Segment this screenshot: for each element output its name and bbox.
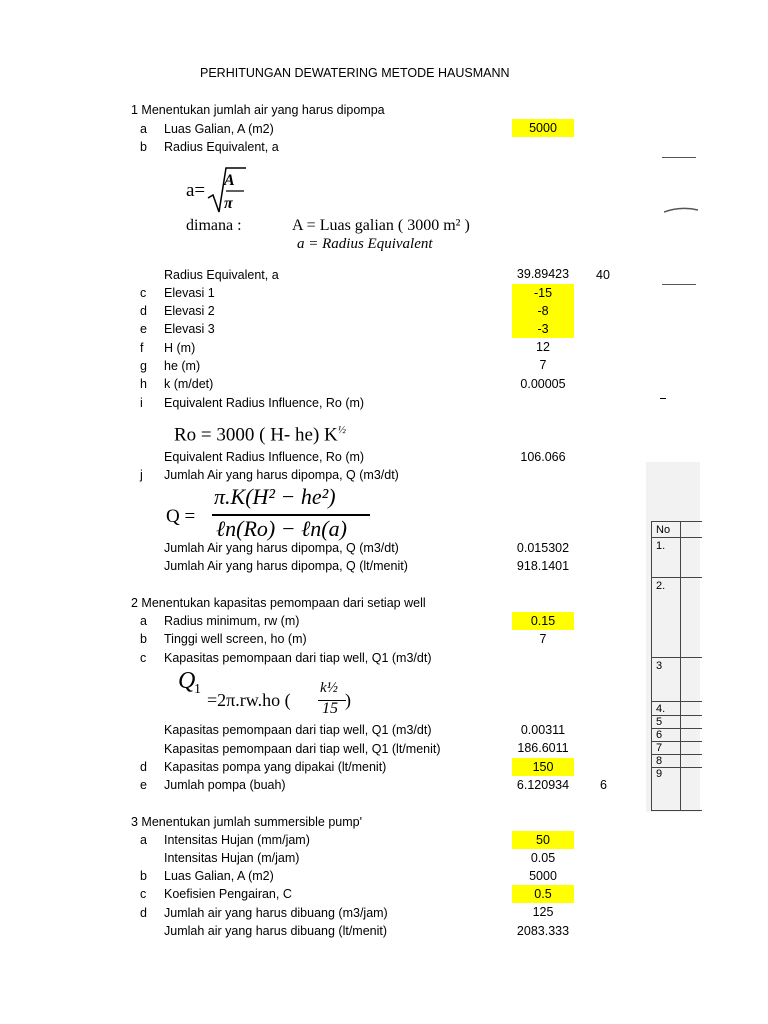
cell-value[interactable]: 0.5	[512, 885, 574, 903]
row-label: Jumlah pompa (buah)	[164, 778, 286, 792]
row-letter: j	[140, 468, 143, 482]
side-table-num: 5	[656, 716, 663, 728]
cell-extra[interactable]: 6	[600, 778, 607, 792]
row-label: Radius minimum, rw (m)	[164, 614, 300, 628]
formula-q-den: ℓn(Ro) − ℓn(a)	[216, 516, 347, 541]
cell-value[interactable]: 0.05	[530, 851, 556, 865]
cell-value[interactable]: 0.015302	[516, 541, 570, 555]
row-label: Intensitas Hujan (mm/jam)	[164, 833, 310, 847]
row-letter: g	[140, 359, 147, 373]
formula-q-lhs: Q =	[166, 506, 196, 527]
cell-value[interactable]: 39.89423	[516, 267, 570, 281]
side-table-row	[652, 741, 702, 754]
row-label: Jumlah Air yang harus dipompa, Q (m3/dt)	[164, 468, 399, 482]
formula-a-desc1: A = Luas galian ( 3000 m² )	[292, 217, 470, 234]
row-letter: d	[140, 304, 147, 318]
section-2-heading: 2 Menentukan kapasitas pemompaan dari setiap well	[131, 596, 426, 610]
side-table-header: No	[656, 524, 671, 536]
row-letter: b	[140, 140, 147, 154]
cell-value[interactable]: 7	[539, 358, 547, 372]
row-letter: e	[140, 778, 147, 792]
row-label: Radius Equivalent, a	[164, 268, 279, 282]
formula-q1-q: Q	[178, 668, 196, 694]
cell-value[interactable]: 106.066	[520, 450, 566, 464]
side-table-num: 6	[656, 729, 663, 741]
side-table-num: 4.	[656, 703, 666, 715]
formula-q1-close: )	[345, 690, 351, 710]
side-table-row	[652, 810, 702, 811]
row-letter: a	[140, 122, 147, 136]
formula-q1-rhs: =2π.rw.ho (	[207, 690, 291, 710]
formula-a-desc2: a = Radius Equivalent	[297, 236, 433, 252]
row-letter: a	[140, 833, 147, 847]
cell-value[interactable]: 2083.333	[516, 924, 570, 938]
cell-value[interactable]: -3	[512, 320, 574, 338]
side-table-row	[652, 728, 702, 741]
cell-value[interactable]: 186.6011	[517, 741, 569, 755]
cell-value[interactable]: -15	[512, 284, 574, 302]
cell-value[interactable]: 150	[512, 758, 574, 776]
formula-a-den: π	[224, 195, 233, 212]
row-label: Elevasi 3	[164, 322, 215, 336]
row-label: Kapasitas pompa yang dipakai (lt/menit)	[164, 760, 387, 774]
formula-q1-den: 15	[322, 700, 338, 717]
side-table-num: 7	[656, 742, 663, 754]
side-table-row	[652, 521, 702, 536]
side-table-row	[652, 657, 702, 672]
side-table-num: 2.	[656, 580, 666, 592]
side-table-num: 3	[656, 660, 663, 672]
row-letter: d	[140, 906, 147, 920]
row-letter: c	[140, 651, 147, 665]
side-table-row	[652, 701, 702, 715]
formula-q1-num: k½	[320, 680, 338, 696]
row-label: Kapasitas pemompaan dari tiap well, Q1 (m3/dt)	[164, 723, 432, 737]
cell-value[interactable]: 0.00311	[520, 723, 566, 737]
page-title: PERHITUNGAN DEWATERING METODE HAUSMANN	[200, 66, 510, 80]
side-table-row	[652, 715, 702, 728]
row-letter: b	[140, 632, 147, 646]
side-table-row	[652, 577, 702, 592]
cell-value[interactable]: 50	[512, 831, 574, 849]
row-letter: c	[140, 286, 147, 300]
side-table-num: 1.	[656, 540, 666, 552]
formula-ro-main: Ro = 3000 ( H- he) K	[174, 424, 338, 446]
row-letter: a	[140, 614, 147, 628]
row-label: Kapasitas pemompaan dari tiap well, Q1 (lt/menit)	[164, 742, 441, 756]
formula-ro-exp: ½	[337, 424, 346, 436]
row-label: k (m/det)	[164, 377, 214, 391]
side-line	[662, 157, 696, 158]
row-label: Jumlah Air yang harus dipompa, Q (m3/dt)	[164, 541, 399, 555]
section-3-heading: 3 Menentukan jumlah summersible pump'	[131, 815, 362, 829]
row-label: Luas Galian, A (m2)	[164, 122, 274, 136]
side-dash	[660, 398, 666, 399]
cell-value[interactable]: 7	[539, 632, 547, 646]
row-letter: f	[140, 341, 144, 355]
row-letter: b	[140, 869, 147, 883]
cell-value[interactable]: -8	[512, 302, 574, 320]
side-table-num: 8	[656, 755, 663, 767]
row-label: H (m)	[164, 341, 196, 355]
row-label: Luas Galian, A (m2)	[164, 869, 274, 883]
row-letter: c	[140, 887, 147, 901]
formula-dimana: dimana :	[186, 217, 242, 234]
row-letter: i	[140, 396, 143, 410]
side-line	[662, 284, 696, 285]
cell-value[interactable]: 12	[536, 340, 550, 354]
row-label: Intensitas Hujan (m/jam)	[164, 851, 300, 865]
side-table-row	[652, 754, 702, 767]
row-letter: d	[140, 760, 147, 774]
row-letter: e	[140, 322, 147, 336]
side-table	[651, 521, 702, 811]
formula-a-num: A	[224, 172, 235, 189]
side-table-row	[652, 537, 702, 552]
formula-a-lhs: a=	[186, 180, 206, 201]
cell-value[interactable]: 918.1401	[516, 559, 570, 573]
row-label: Tinggi well screen, ho (m)	[164, 632, 307, 646]
cell-value[interactable]: 0.15	[512, 612, 574, 630]
row-label: Jumlah air yang harus dibuang (lt/menit)	[164, 924, 388, 938]
row-label: Equivalent Radius Influence, Ro (m)	[164, 450, 365, 464]
cell-value[interactable]: 5000	[512, 119, 574, 137]
row-letter: h	[140, 377, 147, 391]
row-label: Kapasitas pemompaan dari tiap well, Q1 (m3/dt)	[164, 651, 432, 665]
formula-q-num: π.K(H² − he²)	[214, 484, 336, 509]
formula-q1-sub: 1	[194, 682, 201, 697]
row-label: Radius Equivalent, a	[164, 140, 279, 154]
side-table-row	[652, 767, 702, 780]
row-label: Elevasi 1	[164, 286, 215, 300]
formula-ro	[174, 424, 346, 446]
cell-value[interactable]: 125	[532, 905, 554, 919]
row-label: he (m)	[164, 359, 201, 373]
side-table-num: 9	[656, 768, 663, 780]
cell-value[interactable]: 6.120934	[516, 778, 570, 792]
cell-extra[interactable]: 40	[596, 268, 610, 282]
row-label: Equivalent Radius Influence, Ro (m)	[164, 396, 365, 410]
row-label: Jumlah air yang harus dibuang (m3/jam)	[164, 906, 388, 920]
row-label: Koefisien Pengairan, C	[164, 887, 292, 901]
row-label: Jumlah Air yang harus dipompa, Q (lt/menit)	[164, 559, 408, 573]
section-1-heading: 1 Menentukan jumlah air yang harus dipompa	[131, 103, 385, 117]
side-curve-icon	[664, 205, 698, 215]
row-label: Elevasi 2	[164, 304, 215, 318]
cell-value[interactable]: 0.00005	[520, 377, 566, 391]
cell-value[interactable]: 5000	[529, 869, 557, 883]
